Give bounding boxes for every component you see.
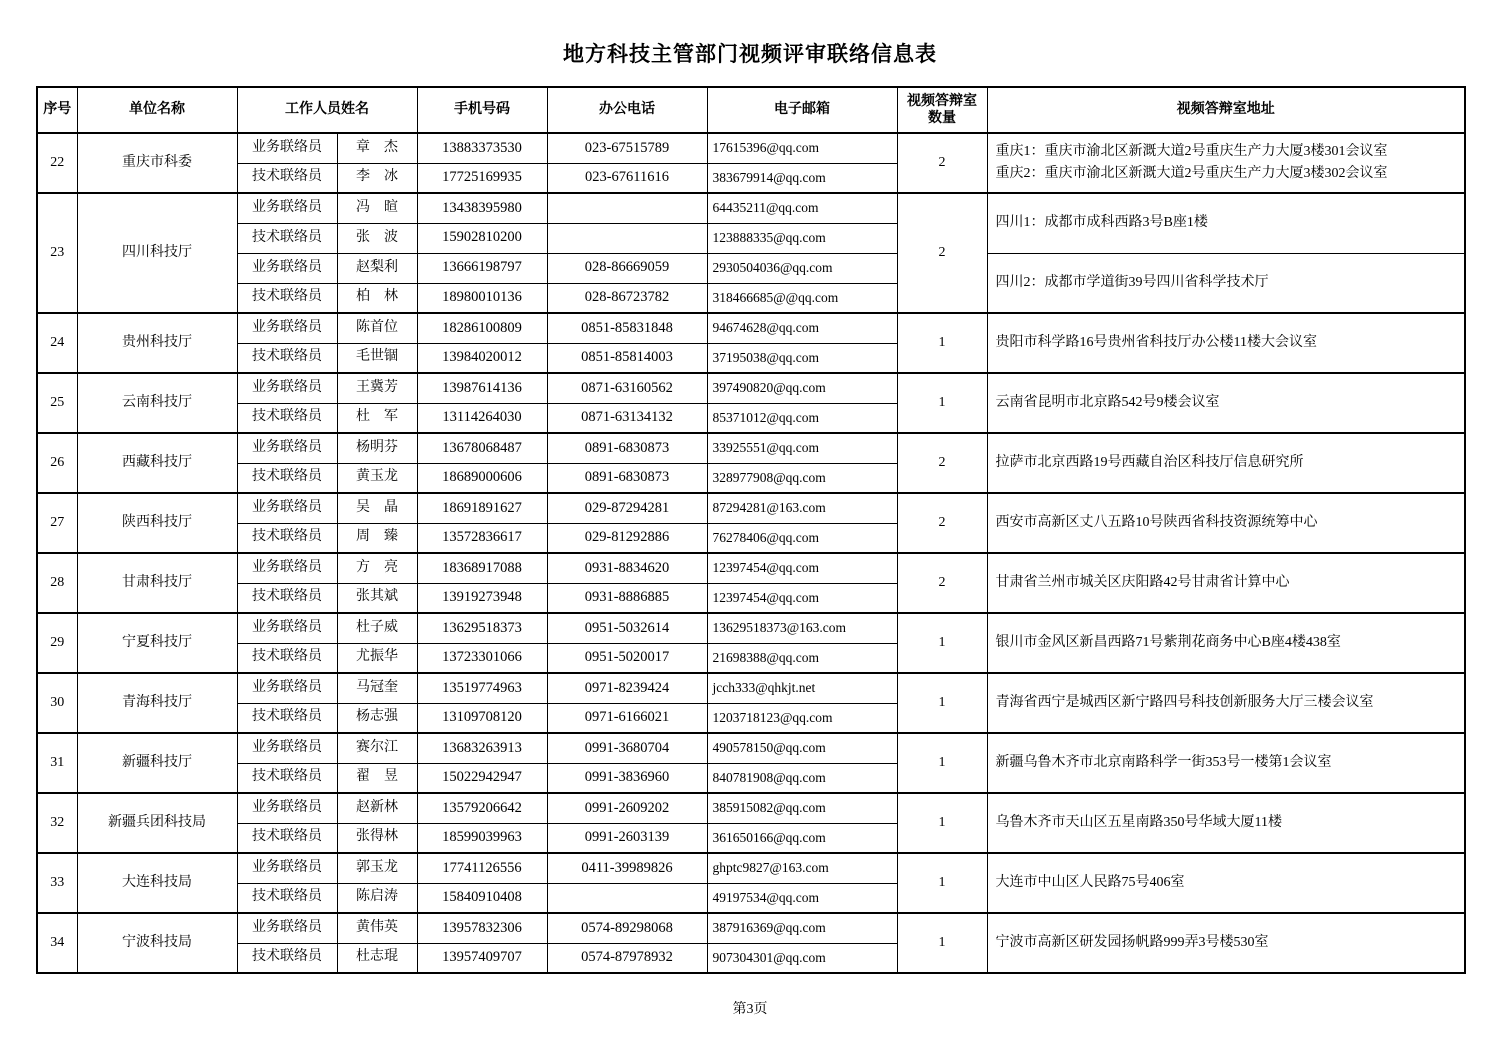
table-row	[37, 313, 1465, 343]
address-cell	[987, 733, 1465, 793]
role-cell: 业务联络员	[237, 793, 337, 823]
role-cell: 业务联络员	[237, 133, 337, 163]
address-cell	[987, 373, 1465, 433]
role-cell: 技术联络员	[237, 943, 337, 973]
office-phone-cell: 0851-85831848	[547, 313, 707, 343]
office-phone-cell: 0891-6830873	[547, 433, 707, 463]
email-cell: 12397454@qq.com	[707, 553, 897, 583]
role-cell: 技术联络员	[237, 163, 337, 193]
table-row	[37, 133, 1465, 163]
address-line: 乌鲁木齐市天山区五星南路350号华域大厦11楼	[995, 815, 1282, 831]
unit-cell: 陕西科技厅	[77, 493, 237, 553]
role-cell: 技术联络员	[237, 703, 337, 733]
address-cell	[987, 553, 1465, 613]
column-header-office-phone: 办公电话	[547, 87, 707, 133]
name-cell: 陈首位	[337, 313, 417, 343]
name-cell: 赵新林	[337, 793, 417, 823]
index-cell: 29	[37, 613, 77, 673]
role-cell: 技术联络员	[237, 823, 337, 853]
office-phone-cell: 0411-39989826	[547, 853, 707, 883]
office-phone-cell: 0574-89298068	[547, 913, 707, 943]
column-header-room-address: 视频答辩室地址	[987, 87, 1465, 133]
room-count-cell: 2	[897, 433, 987, 493]
address-cell	[987, 613, 1465, 673]
name-cell: 尤振华	[337, 643, 417, 673]
column-header-mobile: 手机号码	[417, 87, 547, 133]
mobile-cell: 17725169935	[417, 163, 547, 193]
role-cell: 技术联络员	[237, 523, 337, 553]
email-cell: 397490820@qq.com	[707, 373, 897, 403]
mobile-cell: 15022942947	[417, 763, 547, 793]
role-cell: 业务联络员	[237, 733, 337, 763]
address-cell	[987, 853, 1465, 913]
room-count-cell: 1	[897, 673, 987, 733]
room-count-cell: 1	[897, 313, 987, 373]
mobile-cell: 13683263913	[417, 733, 547, 763]
name-cell: 赵梨利	[337, 253, 417, 283]
email-cell: 123888335@qq.com	[707, 223, 897, 253]
name-cell: 杨明芬	[337, 433, 417, 463]
name-cell: 杜 军	[337, 403, 417, 433]
mobile-cell: 13109708120	[417, 703, 547, 733]
name-cell: 张其斌	[337, 583, 417, 613]
mobile-cell: 15902810200	[417, 223, 547, 253]
mobile-cell: 13114264030	[417, 403, 547, 433]
role-cell: 业务联络员	[237, 373, 337, 403]
name-cell: 王冀芳	[337, 373, 417, 403]
office-phone-cell: 028-86723782	[547, 283, 707, 313]
role-cell: 技术联络员	[237, 643, 337, 673]
email-cell: 387916369@qq.com	[707, 913, 897, 943]
office-phone-cell: 0871-63134132	[547, 403, 707, 433]
table-row	[37, 613, 1465, 643]
name-cell: 张 波	[337, 223, 417, 253]
column-header-index: 序号	[37, 87, 77, 133]
email-cell: 94674628@qq.com	[707, 313, 897, 343]
mobile-cell: 13723301066	[417, 643, 547, 673]
office-phone-cell: 0991-2603139	[547, 823, 707, 853]
column-header-staff: 工作人员姓名	[237, 87, 417, 133]
table-row	[37, 253, 1465, 283]
office-phone-cell: 0931-8886885	[547, 583, 707, 613]
unit-cell: 西藏科技厅	[77, 433, 237, 493]
address-line: 云南省昆明市北京路542号9楼会议室	[995, 395, 1220, 411]
role-cell: 技术联络员	[237, 403, 337, 433]
mobile-cell: 18691891627	[417, 493, 547, 523]
unit-cell: 宁波科技局	[77, 913, 237, 973]
room-count-cell: 1	[897, 853, 987, 913]
unit-cell: 新疆科技厅	[77, 733, 237, 793]
name-cell: 柏 林	[337, 283, 417, 313]
office-phone-cell: 0971-8239424	[547, 673, 707, 703]
address-cell	[987, 193, 1465, 253]
unit-cell: 青海科技厅	[77, 673, 237, 733]
email-cell: 318466685@@qq.com	[707, 283, 897, 313]
office-phone-cell: 0891-6830873	[547, 463, 707, 493]
address-cell	[987, 253, 1465, 313]
address-line: 甘肃省兰州市城关区庆阳路42号甘肃省计算中心	[995, 575, 1290, 591]
address-cell	[987, 133, 1465, 193]
unit-cell: 宁夏科技厅	[77, 613, 237, 673]
mobile-cell: 13984020012	[417, 343, 547, 373]
role-cell: 业务联络员	[237, 253, 337, 283]
role-cell: 技术联络员	[237, 583, 337, 613]
index-cell: 34	[37, 913, 77, 973]
mobile-cell: 13438395980	[417, 193, 547, 223]
room-count-cell: 1	[897, 793, 987, 853]
unit-cell: 新疆兵团科技局	[77, 793, 237, 853]
address-line: 贵阳市科学路16号贵州省科技厅办公楼11楼大会议室	[995, 335, 1317, 351]
office-phone-cell: 0991-2609202	[547, 793, 707, 823]
name-cell: 黄伟英	[337, 913, 417, 943]
contact-table	[36, 86, 1466, 974]
name-cell: 黄玉龙	[337, 463, 417, 493]
email-cell: 907304301@qq.com	[707, 943, 897, 973]
email-cell: jcch333@qhkjt.net	[707, 673, 897, 703]
name-cell: 杜子威	[337, 613, 417, 643]
room-count-cell: 2	[897, 493, 987, 553]
room-count-cell: 1	[897, 913, 987, 973]
email-cell: 33925551@qq.com	[707, 433, 897, 463]
email-cell: 85371012@qq.com	[707, 403, 897, 433]
email-cell: 17615396@qq.com	[707, 133, 897, 163]
role-cell: 业务联络员	[237, 613, 337, 643]
mobile-cell: 13579206642	[417, 793, 547, 823]
column-header-email: 电子邮箱	[707, 87, 897, 133]
table-row	[37, 193, 1465, 223]
table-row	[37, 673, 1465, 703]
unit-cell: 重庆市科委	[77, 133, 237, 193]
mobile-cell: 13572836617	[417, 523, 547, 553]
address-line: 银川市金风区新昌西路71号紫荆花商务中心B座4楼438室	[995, 635, 1341, 651]
address-line: 四川2：成都市学道街39号四川省科学技术厅	[995, 274, 1269, 290]
office-phone-cell: 0951-5032614	[547, 613, 707, 643]
name-cell: 毛世锢	[337, 343, 417, 373]
office-phone-cell	[547, 223, 707, 253]
index-cell: 26	[37, 433, 77, 493]
office-phone-cell: 023-67515789	[547, 133, 707, 163]
role-cell: 业务联络员	[237, 433, 337, 463]
address-line: 重庆2：重庆市渝北区新溉大道2号重庆生产力大厦3楼302会议室	[995, 166, 1388, 181]
index-cell: 25	[37, 373, 77, 433]
office-phone-cell: 0574-87978932	[547, 943, 707, 973]
address-cell	[987, 793, 1465, 853]
name-cell: 郭玉龙	[337, 853, 417, 883]
email-cell: 385915082@qq.com	[707, 793, 897, 823]
unit-cell: 云南科技厅	[77, 373, 237, 433]
role-cell: 技术联络员	[237, 343, 337, 373]
table-row	[37, 733, 1465, 763]
page-footer: 第3页	[732, 1002, 768, 1017]
role-cell: 业务联络员	[237, 913, 337, 943]
office-phone-cell: 0991-3680704	[547, 733, 707, 763]
index-cell: 22	[37, 133, 77, 193]
address-line: 重庆1：重庆市渝北区新溉大道2号重庆生产力大厦3楼301会议室	[995, 144, 1388, 160]
role-cell: 技术联络员	[237, 223, 337, 253]
office-phone-cell	[547, 883, 707, 913]
name-cell: 吴 晶	[337, 493, 417, 523]
email-cell: 2930504036@qq.com	[707, 253, 897, 283]
mobile-cell: 13519774963	[417, 673, 547, 703]
mobile-cell: 13629518373	[417, 613, 547, 643]
office-phone-cell: 0991-3836960	[547, 763, 707, 793]
office-phone-cell: 023-67611616	[547, 163, 707, 193]
address-cell	[987, 493, 1465, 553]
name-cell: 章 杰	[337, 133, 417, 163]
header-row	[37, 87, 1465, 133]
email-cell: 49197534@qq.com	[707, 883, 897, 913]
address-line: 大连市中山区人民路75号406室	[995, 875, 1185, 891]
office-phone-cell: 0851-85814003	[547, 343, 707, 373]
mobile-cell: 13919273948	[417, 583, 547, 613]
mobile-cell: 13883373530	[417, 133, 547, 163]
role-cell: 技术联络员	[237, 763, 337, 793]
email-cell: 490578150@qq.com	[707, 733, 897, 763]
address-line: 拉萨市北京西路19号西藏自治区科技厅信息研究所	[995, 455, 1304, 471]
address-line: 西安市高新区丈八五路10号陕西省科技资源统筹中心	[995, 515, 1318, 531]
email-cell: 328977908@qq.com	[707, 463, 897, 493]
name-cell: 冯 暄	[337, 193, 417, 223]
office-phone-cell	[547, 193, 707, 223]
email-cell: ghptc9827@163.com	[707, 853, 897, 883]
email-cell: 383679914@qq.com	[707, 163, 897, 193]
mobile-cell: 13957832306	[417, 913, 547, 943]
index-cell: 28	[37, 553, 77, 613]
mobile-cell: 18368917088	[417, 553, 547, 583]
table-row	[37, 853, 1465, 883]
name-cell: 马冠奎	[337, 673, 417, 703]
office-phone-cell: 0971-6166021	[547, 703, 707, 733]
index-cell: 27	[37, 493, 77, 553]
address-line: 青海省西宁是城西区新宁路四号科技创新服务大厅三楼会议室	[995, 695, 1374, 711]
table-row	[37, 553, 1465, 583]
role-cell: 技术联络员	[237, 883, 337, 913]
mobile-cell: 13957409707	[417, 943, 547, 973]
room-count-cell: 1	[897, 733, 987, 793]
email-cell: 1203718123@qq.com	[707, 703, 897, 733]
address-cell	[987, 913, 1465, 973]
unit-cell: 大连科技局	[77, 853, 237, 913]
address-line: 新疆乌鲁木齐市北京南路科学一街353号一楼第1会议室	[995, 755, 1332, 771]
column-header-room-count: 视频答辩室数量	[897, 87, 987, 133]
index-cell: 31	[37, 733, 77, 793]
index-cell: 30	[37, 673, 77, 733]
unit-cell: 甘肃科技厅	[77, 553, 237, 613]
name-cell: 陈启涛	[337, 883, 417, 913]
table-row	[37, 913, 1465, 943]
email-cell: 37195038@qq.com	[707, 343, 897, 373]
unit-cell: 四川科技厅	[77, 193, 237, 313]
email-cell: 13629518373@163.com	[707, 613, 897, 643]
address-cell	[987, 673, 1465, 733]
office-phone-cell: 028-86669059	[547, 253, 707, 283]
address-line: 宁波市高新区研发园扬帆路999弄3号楼530室	[995, 935, 1269, 951]
email-cell: 76278406@qq.com	[707, 523, 897, 553]
email-cell: 21698388@qq.com	[707, 643, 897, 673]
name-cell: 翟 昱	[337, 763, 417, 793]
office-phone-cell: 0931-8834620	[547, 553, 707, 583]
email-cell: 12397454@qq.com	[707, 583, 897, 613]
mobile-cell: 13987614136	[417, 373, 547, 403]
page-title: 地方科技主管部门视频评审联络信息表	[563, 42, 937, 66]
office-phone-cell: 029-81292886	[547, 523, 707, 553]
index-cell: 33	[37, 853, 77, 913]
mobile-cell: 18599039963	[417, 823, 547, 853]
email-cell: 87294281@163.com	[707, 493, 897, 523]
email-cell: 361650166@qq.com	[707, 823, 897, 853]
index-cell: 23	[37, 193, 77, 313]
name-cell: 张得林	[337, 823, 417, 853]
mobile-cell: 18689000606	[417, 463, 547, 493]
email-cell: 840781908@qq.com	[707, 763, 897, 793]
address-cell	[987, 433, 1465, 493]
address-cell	[987, 313, 1465, 373]
table-row	[37, 433, 1465, 463]
column-header-unit: 单位名称	[77, 87, 237, 133]
table-row	[37, 373, 1465, 403]
room-count-cell: 2	[897, 193, 987, 313]
name-cell: 方 亮	[337, 553, 417, 583]
name-cell: 李 冰	[337, 163, 417, 193]
office-phone-cell: 0951-5020017	[547, 643, 707, 673]
role-cell: 技术联络员	[237, 283, 337, 313]
mobile-cell: 17741126556	[417, 853, 547, 883]
office-phone-cell: 029-87294281	[547, 493, 707, 523]
room-count-cell: 1	[897, 613, 987, 673]
room-count-cell: 2	[897, 553, 987, 613]
office-phone-cell: 0871-63160562	[547, 373, 707, 403]
name-cell: 周 臻	[337, 523, 417, 553]
mobile-cell: 13666198797	[417, 253, 547, 283]
role-cell: 业务联络员	[237, 313, 337, 343]
room-count-cell: 1	[897, 373, 987, 433]
address-line: 四川1：成都市成科西路3号B座1楼	[995, 215, 1208, 231]
email-cell: 64435211@qq.com	[707, 193, 897, 223]
role-cell: 业务联络员	[237, 193, 337, 223]
unit-cell: 贵州科技厅	[77, 313, 237, 373]
mobile-cell: 13678068487	[417, 433, 547, 463]
table-row	[37, 493, 1465, 523]
index-cell: 24	[37, 313, 77, 373]
table-row	[37, 793, 1465, 823]
mobile-cell: 18980010136	[417, 283, 547, 313]
role-cell: 技术联络员	[237, 463, 337, 493]
index-cell: 32	[37, 793, 77, 853]
role-cell: 业务联络员	[237, 673, 337, 703]
role-cell: 业务联络员	[237, 553, 337, 583]
role-cell: 业务联络员	[237, 853, 337, 883]
role-cell: 业务联络员	[237, 493, 337, 523]
mobile-cell: 15840910408	[417, 883, 547, 913]
mobile-cell: 18286100809	[417, 313, 547, 343]
room-count-cell: 2	[897, 133, 987, 193]
name-cell: 杨志强	[337, 703, 417, 733]
name-cell: 杜志琨	[337, 943, 417, 973]
name-cell: 赛尔江	[337, 733, 417, 763]
